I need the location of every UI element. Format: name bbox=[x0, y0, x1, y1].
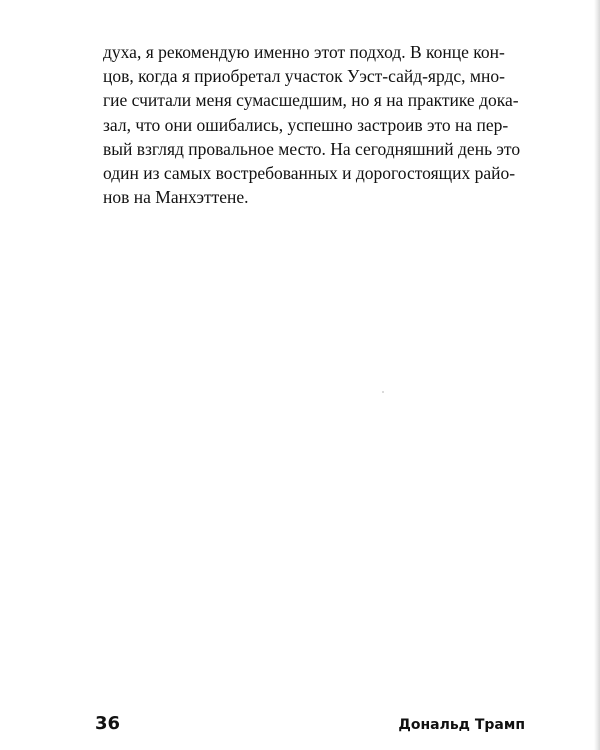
body-text bbox=[103, 40, 521, 209]
running-head-author: Дональд Трамп bbox=[398, 717, 525, 733]
page-edge-shadow bbox=[594, 0, 600, 750]
text-line: вый взгляд провальное место. На сегодняшний день это bbox=[103, 138, 521, 159]
text-line: один из самых востребованных и дорогостоящих райо- bbox=[103, 162, 516, 183]
paper-speck bbox=[382, 391, 384, 393]
text-line: духа, я рекомендую именно этот подход. В конце кон- bbox=[103, 42, 505, 62]
text-line-last: нов на Манхэттене. bbox=[103, 187, 249, 208]
text-line: зал, что они ошибались, успешно застроив это на пер- bbox=[103, 114, 509, 135]
text-line: гие считали меня сумасшедшим, но я на практике дока- bbox=[103, 90, 519, 111]
page-footer bbox=[95, 712, 525, 738]
text-line: цов, когда я приобретал участок Уэст-сайд-ярдс, мно- bbox=[103, 66, 505, 87]
page-number: 36 bbox=[95, 713, 121, 734]
